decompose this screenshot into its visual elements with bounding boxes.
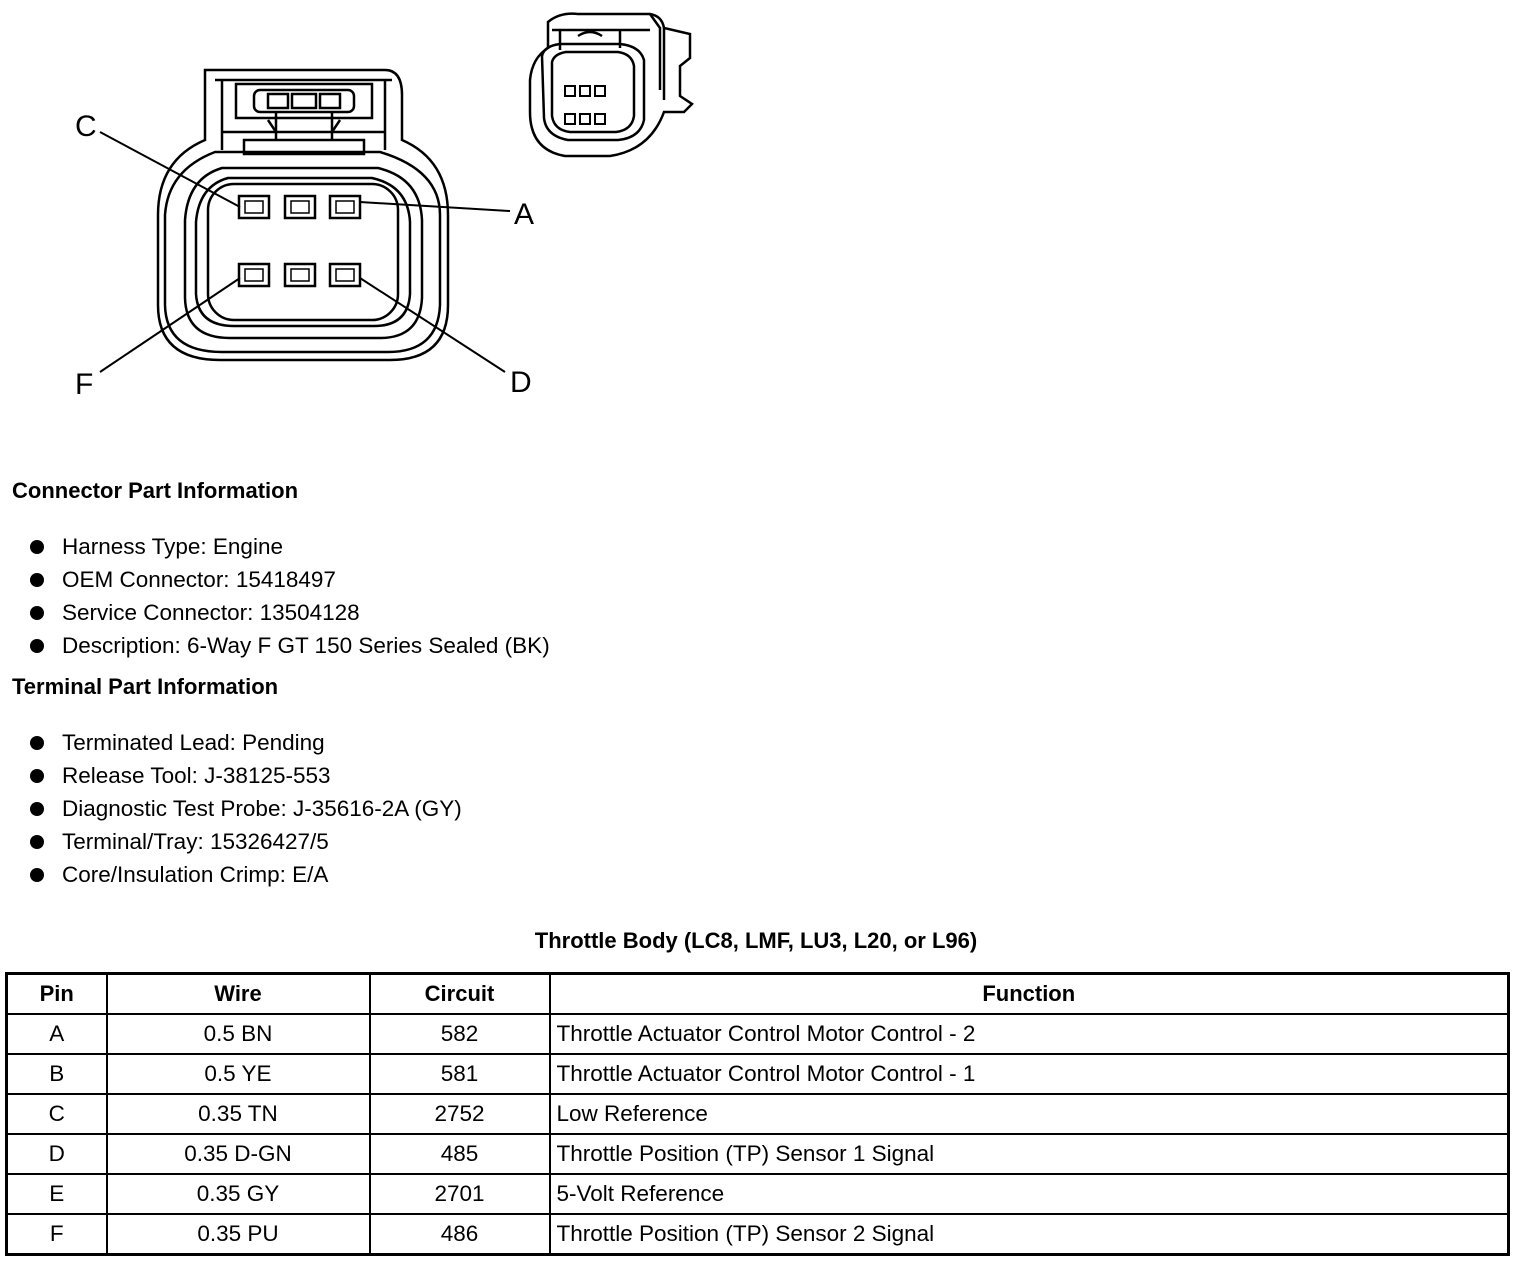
cavity-b: [285, 196, 315, 218]
list-item: Harness Type: Engine: [28, 530, 550, 563]
connector-third-shell: [185, 168, 422, 338]
cell-pin: A: [7, 1014, 107, 1054]
cell-pin: B: [7, 1054, 107, 1094]
header-circuit: Circuit: [370, 974, 550, 1015]
cell-circuit: 582: [370, 1014, 550, 1054]
pinout-table: [5, 972, 1510, 1256]
connector-part-info-title: Connector Part Information: [12, 478, 299, 503]
cell-function: Throttle Actuator Control Motor Control - 1: [550, 1054, 1509, 1094]
cell-pin: D: [7, 1134, 107, 1174]
latch-slot-3: [320, 94, 340, 108]
list-item: Terminated Lead: Pending: [28, 726, 462, 759]
cell-circuit: 486: [370, 1214, 550, 1255]
list-item: Service Connector: 13504128: [28, 596, 550, 629]
cell-circuit: 2701: [370, 1174, 550, 1214]
cell-wire: 0.35 PU: [107, 1214, 370, 1255]
connector-3d-view: [530, 14, 692, 156]
table-row: [7, 1094, 1509, 1134]
terminal-part-info-list: [28, 726, 462, 891]
cell-function: Throttle Actuator Control Motor Control - 2: [550, 1014, 1509, 1054]
list-item: OEM Connector: 15418497: [28, 563, 550, 596]
cavity-d: [330, 264, 360, 286]
table-row: [7, 1134, 1509, 1174]
latch-slot-1: [268, 94, 288, 108]
pin-label-d: D: [510, 366, 532, 399]
table-title: Throttle Body (LC8, LMF, LU3, L20, or L96): [534, 928, 978, 953]
cell-function: Throttle Position (TP) Sensor 2 Signal: [550, 1214, 1509, 1255]
list-item: Diagnostic Test Probe: J-35616-2A (GY): [28, 792, 462, 825]
cell-function: Low Reference: [550, 1094, 1509, 1134]
cell-wire: 0.5 BN: [107, 1014, 370, 1054]
connector-diagram: [0, 0, 720, 420]
connector-part-info-list: [28, 530, 550, 662]
cavity-e: [285, 264, 315, 286]
cell-function: Throttle Position (TP) Sensor 1 Signal: [550, 1134, 1509, 1174]
header-function: Function: [550, 974, 1509, 1015]
table-row: [7, 1014, 1509, 1054]
table-row: [7, 1174, 1509, 1214]
cavity-a: [330, 196, 360, 218]
pin-label-c: C: [75, 110, 97, 143]
list-item: Core/Insulation Crimp: E/A: [28, 858, 462, 891]
pin-label-a: A: [514, 198, 535, 231]
cell-pin: C: [7, 1094, 107, 1134]
cavity-c: [239, 196, 269, 218]
list-item: Terminal/Tray: 15326427/5: [28, 825, 462, 858]
cell-wire: 0.35 TN: [107, 1094, 370, 1134]
header-wire: Wire: [107, 974, 370, 1015]
terminal-part-info-title: Terminal Part Information: [12, 674, 279, 699]
header-pin: Pin: [7, 974, 107, 1015]
cell-circuit: 2752: [370, 1094, 550, 1134]
table-row: [7, 1214, 1509, 1255]
connector-outer-shell: [158, 70, 448, 360]
cell-wire: 0.35 GY: [107, 1174, 370, 1214]
cell-circuit: 485: [370, 1134, 550, 1174]
cell-wire: 0.5 YE: [107, 1054, 370, 1094]
latch-slot-2: [292, 94, 316, 108]
cavity-f: [239, 264, 269, 286]
cell-wire: 0.35 D-GN: [107, 1134, 370, 1174]
pin-label-f: F: [75, 368, 94, 401]
cell-pin: F: [7, 1214, 107, 1255]
table-row: [7, 1054, 1509, 1094]
cell-pin: E: [7, 1174, 107, 1214]
table-header-row: [7, 974, 1509, 1015]
leader-line-a: [360, 202, 510, 211]
list-item: Description: 6-Way F GT 150 Series Sealed (BK): [28, 629, 550, 662]
cell-circuit: 581: [370, 1054, 550, 1094]
cell-function: 5-Volt Reference: [550, 1174, 1509, 1214]
list-item: Release Tool: J-38125-553: [28, 759, 462, 792]
latch-arrow: [222, 112, 385, 140]
